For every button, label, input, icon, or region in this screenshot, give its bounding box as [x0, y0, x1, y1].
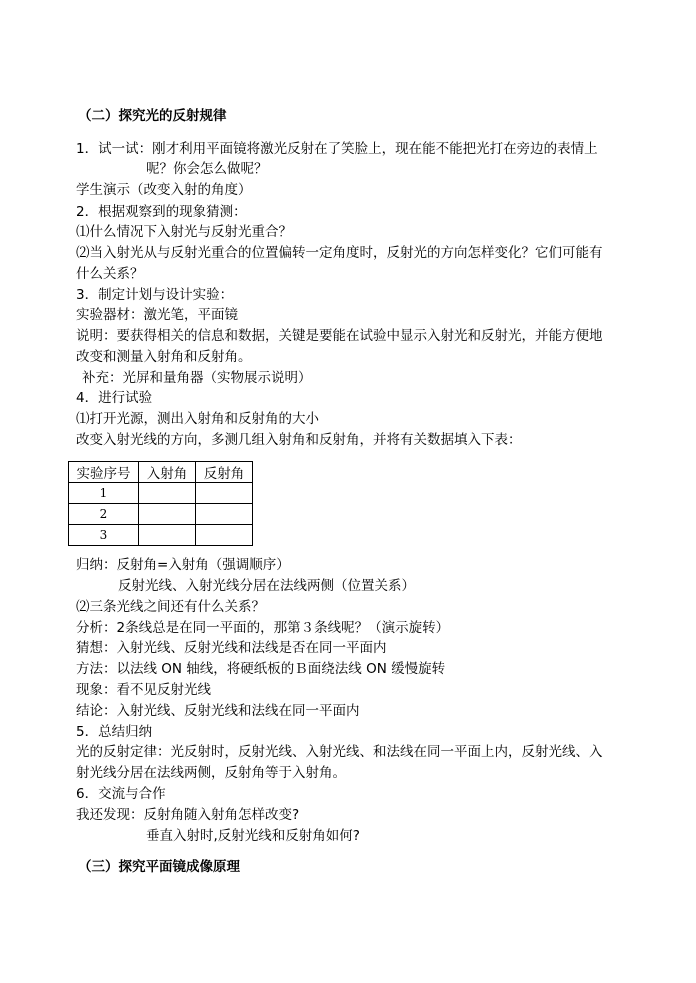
- data-table: [68, 461, 253, 546]
- text-line-15: 改变入射光线的方向，多测几组入射角和反射角，并将有关数据填入下表：: [76, 432, 522, 448]
- text-line-26: 射光线分居在法线两侧，反射角等于入射角。: [76, 765, 346, 781]
- table-cell: [139, 483, 196, 504]
- text-line-23: 结论：入射光线、反射光线和法线在同一平面内: [76, 703, 360, 719]
- table-cell: [196, 504, 253, 525]
- table-row: [69, 504, 253, 525]
- text-line-12: 补充：光屏和量角器（实物展示说明）: [82, 370, 312, 386]
- text-line-27: 6．交流与合作: [76, 786, 166, 802]
- text-line-29: 垂直入射时,反射光线和反射角如何?: [146, 828, 360, 844]
- text-line-25: 光的反射定律：光反射时，反射光线、入射光线、和法线在同一平面上内，反射光线、入: [76, 744, 603, 760]
- text-line-16: 归纳：反射角=入射角（强调顺序）: [76, 557, 290, 573]
- text-line-13: 4．进行试验: [76, 390, 153, 406]
- text-line-3: 学生演示（改变入射的角度）: [76, 182, 252, 198]
- table-cell: 1: [69, 483, 139, 504]
- text-line-8: 3．制定计划与设计实验：: [76, 287, 234, 303]
- text-line-11: 改变和测量入射角和反射角。: [76, 349, 252, 365]
- table-header-cell: 入射角: [139, 462, 196, 483]
- section3-heading: （三）探究平面镜成像原理: [78, 859, 240, 875]
- section2-heading: （二）探究光的反射规律: [78, 108, 227, 124]
- text-line-20: 猜想：入射光线、反射光线和法线是否在同一平面内: [76, 640, 387, 656]
- text-line-10: 说明：要获得相关的信息和数据，关键是要能在试验中显示入射光和反射光，并能方便地: [76, 328, 603, 344]
- text-line-18: ⑵三条光线之间还有什么关系？: [76, 599, 265, 615]
- text-line-7: 什么关系？: [76, 266, 144, 282]
- table-cell: 2: [69, 504, 139, 525]
- text-line-22: 现象：看不见反射光线: [76, 682, 211, 698]
- text-line-19: 分析：2条线总是在同一平面的，那第３条线呢？（演示旋转）: [76, 620, 450, 636]
- table-row: [69, 525, 253, 546]
- table-cell: [196, 483, 253, 504]
- text-line-21: 方法：以法线 ON 轴线，将硬纸板的Ｂ面绕法线 ON 缓慢旋转: [76, 661, 446, 677]
- table-row: [69, 483, 253, 504]
- text-line-1: 1．试一试：刚才利用平面镜将激光反射在了笑脸上，现在能不能把光打在旁边的表情上: [76, 141, 598, 157]
- text-line-24: 5．总结归纳: [76, 724, 153, 740]
- text-line-6: ⑵当入射光从与反射光重合的位置偏转一定角度时，反射光的方向怎样变化？它们可能有: [76, 245, 603, 261]
- table-cell: [139, 504, 196, 525]
- table-header-row: [69, 462, 253, 483]
- text-line-17: 反射光线、入射光线分居在法线两侧（位置关系）: [118, 578, 415, 594]
- table-cell: [139, 525, 196, 546]
- table-header-cell: 实验序号: [69, 462, 139, 483]
- text-line-5: ⑴什么情况下入射光与反射光重合？: [76, 224, 292, 240]
- text-line-4: 2．根据观察到的现象猜测：: [76, 204, 247, 220]
- table-cell: [196, 525, 253, 546]
- text-line-2: 呢？你会怎么做呢？: [146, 161, 268, 177]
- table-header-cell: 反射角: [196, 462, 253, 483]
- text-line-28: 我还发现：反射角随入射角怎样改变?: [76, 807, 300, 823]
- text-line-9: 实验器材：激光笔，平面镜: [76, 307, 238, 323]
- table-cell: 3: [69, 525, 139, 546]
- text-line-14: ⑴打开光源，测出入射角和反射角的大小: [76, 411, 319, 427]
